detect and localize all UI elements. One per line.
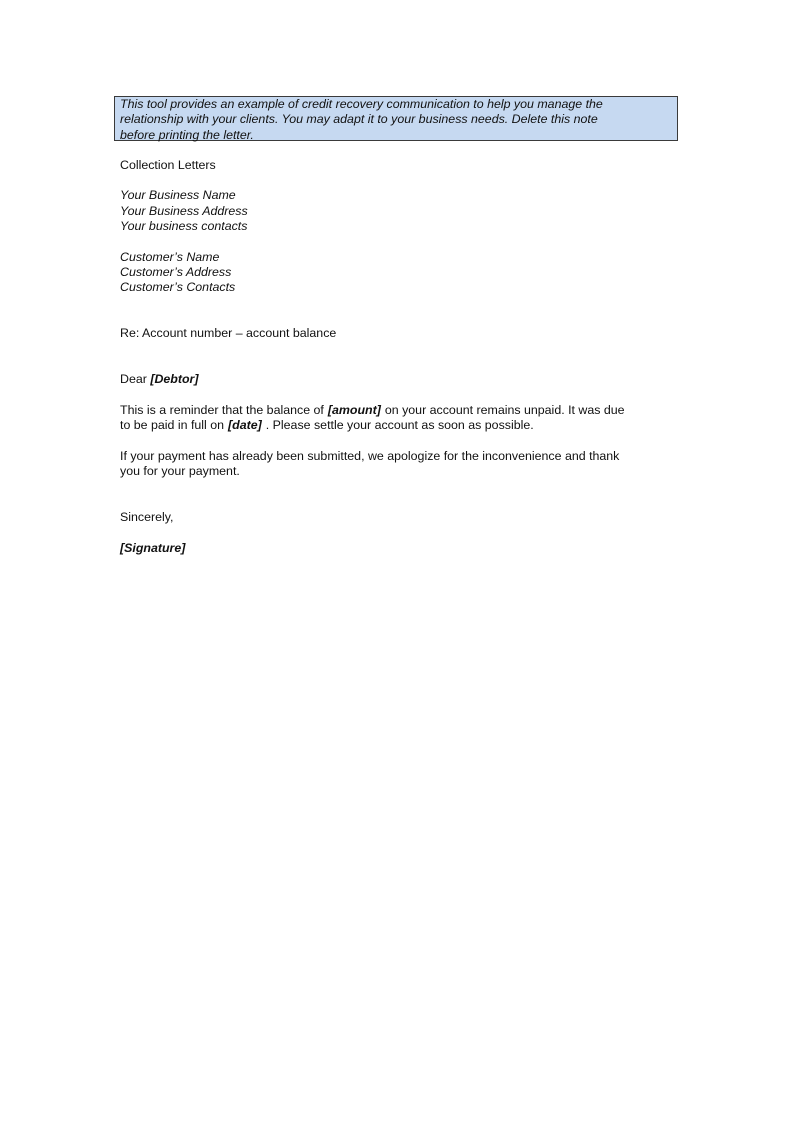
body-paragraph-2-line-2: you for your payment. — [120, 464, 240, 478]
instruction-note — [114, 96, 678, 141]
body-text: This is a reminder that the balance of — [120, 403, 324, 417]
note-line: relationship with your clients. You may adapt it to your business needs. Delete this note — [120, 112, 598, 127]
sender-contacts: Your business contacts — [120, 219, 248, 233]
debtor-placeholder: [Debtor] — [150, 372, 199, 386]
subject-line: Re: Account number – account balance — [120, 326, 337, 340]
note-line: This tool provides an example of credit recovery communication to help you manage the — [120, 97, 603, 111]
closing: Sincerely, — [120, 510, 174, 524]
note-line: before printing the letter. — [120, 127, 254, 142]
sender-name: Your Business Name — [120, 188, 236, 202]
document-heading: Collection Letters — [120, 158, 216, 172]
date-placeholder: [date] — [228, 418, 262, 432]
body-text: . Please settle your account as soon as possible. — [265, 418, 534, 432]
sender-address: Your Business Address — [120, 204, 248, 218]
signature-placeholder: [Signature] — [120, 541, 186, 555]
salutation — [120, 372, 199, 387]
salutation-prefix: Dear — [120, 372, 147, 386]
body-text: on your account remains unpaid. It was due — [384, 403, 625, 417]
recipient-address: Customer’s Address — [120, 265, 232, 279]
amount-placeholder: [amount] — [327, 403, 381, 417]
body-paragraph-2-line-1: If your payment has already been submitted, we apologize for the inconvenience and thank — [120, 449, 620, 463]
body-paragraph-1-line-2 — [120, 418, 534, 433]
recipient-name: Customer’s Name — [120, 250, 220, 264]
body-text: to be paid in full on — [120, 418, 225, 432]
recipient-contacts: Customer’s Contacts — [120, 280, 236, 294]
body-paragraph-1-line-1 — [120, 403, 625, 418]
